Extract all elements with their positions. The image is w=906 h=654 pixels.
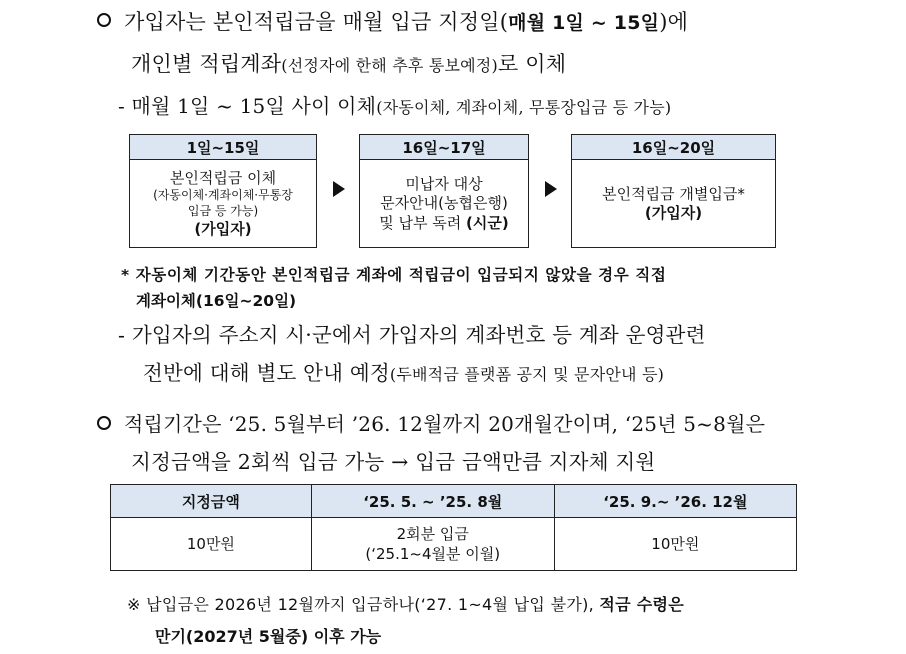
sub1-small: (자동이체, 계좌이체, 무통장입금 등 가능) — [376, 98, 672, 117]
bullet1-line2-text: 개인별 적립계좌 — [131, 52, 282, 76]
bullet2-line2: 지정금액을 2회씩 입금 가능 → 입금 금액만큼 지자체 지원 — [131, 450, 656, 474]
note2-line2: 만기(2027년 5월중) 이후 가능 — [155, 627, 382, 646]
flow-box-3-line1: 본인적립금 개별입금* — [602, 184, 745, 203]
sub1-line — [118, 90, 671, 119]
sub1-main: - 매월 1일 ~ 15일 사이 이체 — [118, 94, 377, 118]
note1-line1: * 자동이체 기간동안 본인적립금 계좌에 적립금이 입금되지 않았을 경우 직접 — [121, 266, 667, 284]
amount-table-header-1: 지정금액 — [111, 485, 312, 518]
note2-line1-normal: ※ 납입금은 2026년 12월까지 입금하나(‘27. 1~4월 납입 불가), — [127, 595, 600, 614]
amount-table-header-3: ‘25. 9.~ ’26. 12월 — [554, 485, 796, 518]
flow-arrow-2 — [545, 181, 557, 197]
flow-box-1-line4: (가입자) — [194, 219, 252, 238]
bullet1-line1 — [124, 6, 688, 36]
amount-table — [110, 484, 797, 571]
flow-box-2-line2: 문자안내(농협은행) — [380, 194, 508, 213]
amount-table-cell-2-line2: (‘25.1~4월분 이월) — [365, 545, 501, 563]
sub2-line2-main: 전반에 대해 별도 안내 예정 — [143, 361, 390, 385]
flow-box-2-line3: 및 납부 독려 — [379, 213, 467, 232]
note1-line2: 계좌이체(16일~20일) — [136, 292, 297, 310]
bullet1-line2 — [131, 48, 566, 78]
flow-arrow-1 — [333, 181, 345, 197]
amount-table-cell-3: 10만원 — [554, 518, 796, 571]
flow-box-1-body — [130, 160, 316, 248]
bullet1-bold: 매월 1일 ~ 15일 — [508, 12, 660, 34]
flow-box-1 — [129, 134, 317, 248]
flow-box-3-body — [572, 160, 775, 248]
amount-table-row — [111, 518, 797, 571]
flow-box-2-header: 16일~17일 — [360, 135, 528, 160]
bullet-circle-2 — [97, 416, 111, 430]
amount-table-header-2: ‘25. 5. ~ ’25. 8월 — [311, 485, 554, 518]
flow-box-2-body — [360, 160, 528, 248]
flow-box-2-line3-bold: (시군) — [466, 213, 509, 232]
flow-box-1-line2: (자동이체·계좌이체·무통장 — [153, 188, 293, 203]
note2-line1-bold: 적금 수령은 — [599, 595, 685, 614]
flow-box-3-line2: (가입자) — [644, 204, 703, 222]
amount-table-cell-2 — [311, 518, 554, 571]
amount-table-header-row — [111, 485, 797, 518]
sub2-line2 — [143, 356, 664, 386]
flow-box-3 — [571, 134, 776, 248]
bullet1-text: 가입자는 본인적립금을 매월 입금 지정일( — [124, 10, 509, 34]
amount-table-cell-2-line1: 2회분 입금 — [396, 524, 469, 543]
sub2-line2-small: (두배적금 플랫폼 공지 및 문자안내 등) — [389, 365, 665, 384]
amount-table-cell-1: 10만원 — [111, 518, 312, 571]
flow-box-1-header: 1일~15일 — [130, 135, 316, 160]
flow-box-1-line3: 입금 등 가능) — [187, 204, 259, 218]
flow-box-2 — [359, 134, 529, 248]
flow-box-1-line1: 본인적립금 이체 — [169, 168, 277, 187]
flow-box-3-header: 16일~20일 — [572, 135, 775, 160]
bullet-circle-1 — [97, 13, 111, 27]
flow-box-2-line1: 미납자 대상 — [405, 174, 483, 193]
note2-line1 — [127, 592, 684, 615]
bullet1-line2-small: (선정자에 한해 추후 통보예정) — [281, 56, 498, 75]
bullet1-line2-end: 로 이체 — [497, 52, 567, 76]
bullet1-end: )에 — [659, 10, 689, 34]
flow-box-2-line3-wrap — [379, 214, 508, 234]
sub2-line1: - 가입자의 주소지 시·군에서 가입자의 계좌번호 등 계좌 운영관련 — [118, 323, 706, 347]
bullet2-line1: 적립기간은 ‘25. 5월부터 ’26. 12월까지 20개월간이며, ‘25년 5~8월은 — [124, 412, 766, 436]
